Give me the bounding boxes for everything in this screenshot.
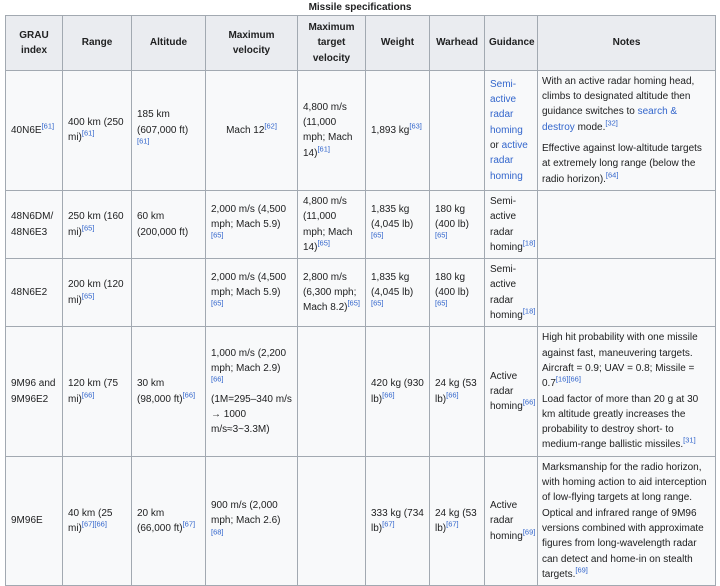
weight-text: 420 kg (930 lb) <box>371 378 424 405</box>
cell-target-velocity <box>298 259 366 327</box>
notes-paragraph <box>542 392 710 453</box>
notes-paragraph <box>542 330 710 391</box>
table-row <box>6 327 716 456</box>
header-notes[interactable]: Notes <box>538 16 716 71</box>
ref-link[interactable]: [61] <box>41 121 55 131</box>
cell-weight <box>366 190 430 258</box>
header-row <box>6 16 716 71</box>
header-max-velocity[interactable]: Maximum velocity <box>206 16 298 71</box>
cell-warhead <box>430 456 485 585</box>
ref-link[interactable]: [67][66] <box>81 519 107 529</box>
cell-guidance <box>485 259 538 327</box>
ref-link[interactable]: [62] <box>264 121 277 131</box>
notes-text: Effective against low-altitude targets at extremely long range (below the radio horizon). <box>542 143 702 185</box>
cell-warhead <box>430 327 485 456</box>
cell-grau <box>6 70 63 190</box>
velocity-conversion: (1M=295–340 m/s → 1000 m/s≈3~3.3M) <box>211 393 292 436</box>
header-warhead[interactable]: Warhead <box>430 16 485 71</box>
cell-weight <box>366 259 430 327</box>
ref-link[interactable]: [16][66] <box>555 374 581 384</box>
range-text: 120 km (75 mi) <box>68 378 119 405</box>
cell-grau <box>6 456 63 585</box>
ref-link[interactable]: [65] <box>211 230 224 240</box>
grau-text: 48N6E2 <box>11 287 48 299</box>
cell-altitude <box>132 259 206 327</box>
notes-text: mode. <box>574 121 606 133</box>
ref-link[interactable]: [67] <box>446 519 459 529</box>
cell-altitude <box>132 327 206 456</box>
velocity-text: 1,000 m/s (2,200 mph; Mach 2.9) <box>211 347 287 374</box>
cell-target-velocity <box>298 327 366 456</box>
cell-range <box>63 259 132 327</box>
table-row <box>6 70 716 190</box>
ref-link[interactable]: [67] <box>382 519 395 529</box>
cell-grau <box>6 259 63 327</box>
ref-link[interactable]: [66] <box>446 390 459 400</box>
cell-warhead <box>430 70 485 190</box>
cell-target-velocity <box>298 190 366 258</box>
table-row <box>6 190 716 258</box>
cell-velocity <box>206 456 298 585</box>
header-guidance[interactable]: Guidance <box>485 16 538 71</box>
cell-notes <box>538 259 716 327</box>
ref-link[interactable]: [65] <box>371 299 384 309</box>
cell-guidance <box>485 327 538 456</box>
ref-link[interactable]: [65] <box>81 291 95 301</box>
notes-text: With an active radar homing head, climbs to designated altitude then guidance switches to <box>542 75 695 118</box>
grau-text: 9M96E <box>11 515 43 527</box>
ref-link[interactable]: [68] <box>211 527 224 537</box>
altitude-text: 185 km (607,000 ft) <box>137 109 189 136</box>
cell-weight <box>366 70 430 190</box>
cell-notes <box>538 190 716 258</box>
ref-link[interactable]: [66] <box>522 397 536 407</box>
ref-link[interactable]: [61] <box>137 136 150 146</box>
table-row <box>6 456 716 585</box>
guidance-text: Semi-active radar homing <box>490 195 523 253</box>
cell-notes <box>538 70 716 190</box>
cell-grau <box>6 190 63 258</box>
ref-link[interactable]: [32] <box>605 118 618 128</box>
guidance-text: Semi-active radar homing <box>490 264 523 322</box>
cell-notes <box>538 456 716 585</box>
warhead-text: 24 kg (53 lb) <box>435 507 477 534</box>
header-altitude[interactable]: Altitude <box>132 16 206 71</box>
ref-link[interactable]: [18] <box>522 306 536 316</box>
weight-text: 333 kg (734 lb) <box>371 507 424 534</box>
range-text: 40 km (25 mi) <box>68 507 113 534</box>
cell-grau <box>6 327 63 456</box>
weight-text: 1,893 kg <box>371 124 410 136</box>
cell-velocity <box>206 327 298 456</box>
ref-link[interactable]: [66] <box>182 390 196 400</box>
notes-text: Load factor of more than 20 g at 30 km altitude greatly increases the probability to destroy short- to medium-range ballistic missiles. <box>542 393 699 451</box>
cell-range <box>63 70 132 190</box>
ref-link[interactable]: [65] <box>81 223 95 233</box>
notes-text: Marksmanship for the radio horizon, with homing action to aid interception of low-flying targets at long range. Optical and infrared range of 9M96 versions combined with approximate figures from long-wavelength radar can detect and home-in on stealth targets. <box>542 461 707 580</box>
ref-link[interactable]: [18] <box>522 238 536 248</box>
ref-link[interactable]: [61] <box>317 144 330 154</box>
weight-text: 1,835 kg (4,045 lb) <box>371 203 414 230</box>
target-velocity-text: 4,800 m/s (11,000 mph; Mach 14) <box>303 101 353 159</box>
ref-link[interactable]: [65] <box>317 238 330 248</box>
header-range[interactable]: Range <box>63 16 132 71</box>
ref-link[interactable]: [31] <box>683 436 696 446</box>
cell-warhead <box>430 190 485 258</box>
ref-link[interactable]: [65] <box>211 299 224 309</box>
velocity-text: Mach 12 <box>226 124 265 136</box>
ref-link[interactable]: [69] <box>522 527 536 537</box>
ref-link[interactable]: [65] <box>435 230 448 240</box>
cell-guidance <box>485 70 538 190</box>
cell-velocity <box>206 259 298 327</box>
weight-text: 1,835 kg (4,045 lb) <box>371 271 414 299</box>
notes-paragraph <box>542 141 710 187</box>
cell-guidance <box>485 190 538 258</box>
ref-link[interactable]: [64] <box>605 170 619 180</box>
cell-warhead <box>430 259 485 327</box>
cell-altitude <box>132 456 206 585</box>
velocity-text: 2,000 m/s (4,500 mph; Mach 5.9) <box>211 271 287 299</box>
notes-text: High hit probability with one missile against fast, maneuvering targets. Aircraft = 0.9; UAV = 0.8; Missile = 0.7 <box>542 332 698 390</box>
cell-altitude <box>132 190 206 258</box>
cell-weight <box>366 327 430 456</box>
altitude-text: 30 km (98,000 ft) <box>137 378 183 405</box>
ref-link[interactable]: [66] <box>81 390 95 400</box>
cell-notes <box>538 327 716 456</box>
ref-link[interactable]: [65] <box>347 299 360 309</box>
altitude-text: 20 km (66,000 ft) <box>137 507 183 534</box>
missile-specifications-table <box>5 15 716 586</box>
cell-range <box>63 190 132 258</box>
search-destroy-link[interactable]: search & destroy <box>542 106 678 133</box>
cell-range <box>63 327 132 456</box>
ref-link[interactable]: [65] <box>371 230 384 240</box>
ref-link[interactable]: [65] <box>435 299 448 309</box>
guidance-or: or <box>490 140 502 152</box>
grau-text: 9M96 and 9M96E2 <box>11 378 56 405</box>
ref-link[interactable]: [66] <box>211 374 224 384</box>
header-max-target-velocity[interactable]: Maximum target velocity <box>298 16 366 71</box>
table-row <box>6 259 716 327</box>
grau-text: 48N6DM/ 48N6E3 <box>11 211 54 238</box>
velocity-text: 2,000 m/s (4,500 mph; Mach 5.9) <box>211 203 287 230</box>
ref-link[interactable]: [69] <box>575 565 588 575</box>
guidance-text: Active radar homing <box>490 370 523 413</box>
ref-link[interactable]: [63] <box>409 121 422 131</box>
ref-link[interactable]: [67] <box>182 519 196 529</box>
cell-velocity <box>206 190 298 258</box>
cell-velocity <box>206 70 298 190</box>
warhead-text: 180 kg (400 lb) <box>435 203 469 230</box>
range-text: 400 km (250 mi) <box>68 117 124 144</box>
cell-target-velocity <box>298 70 366 190</box>
warhead-text: 24 kg (53 lb) <box>435 378 477 405</box>
grau-text: 40N6E <box>11 124 42 136</box>
ref-link[interactable]: [66] <box>382 390 395 400</box>
notes-paragraph <box>542 74 710 135</box>
guidance-link[interactable]: Semi-active radar homing <box>490 78 523 136</box>
cell-range <box>63 456 132 585</box>
header-weight[interactable]: Weight <box>366 16 430 71</box>
range-text: 200 km (120 mi) <box>68 279 124 306</box>
range-text: 250 km (160 mi) <box>68 211 124 238</box>
target-velocity-text: 4,800 m/s (11,000 mph; Mach 14) <box>303 195 353 253</box>
altitude-text: 60 km (200,000 ft) <box>137 211 189 238</box>
header-grau-index[interactable]: GRAU index <box>6 16 63 71</box>
warhead-text: 180 kg (400 lb) <box>435 271 469 299</box>
velocity-text: 900 m/s (2,000 mph; Mach 2.6) <box>211 499 281 527</box>
cell-weight <box>366 456 430 585</box>
guidance-link[interactable]: active radar homing <box>490 140 528 182</box>
cell-guidance <box>485 456 538 585</box>
cell-altitude <box>132 70 206 190</box>
cell-target-velocity <box>298 456 366 585</box>
ref-link[interactable]: [61] <box>81 129 95 139</box>
table-caption: Missile specifications <box>308 2 412 13</box>
guidance-text: Active radar homing <box>490 499 523 542</box>
target-velocity-text: 2,800 m/s (6,300 mph; Mach 8.2) <box>303 271 357 314</box>
